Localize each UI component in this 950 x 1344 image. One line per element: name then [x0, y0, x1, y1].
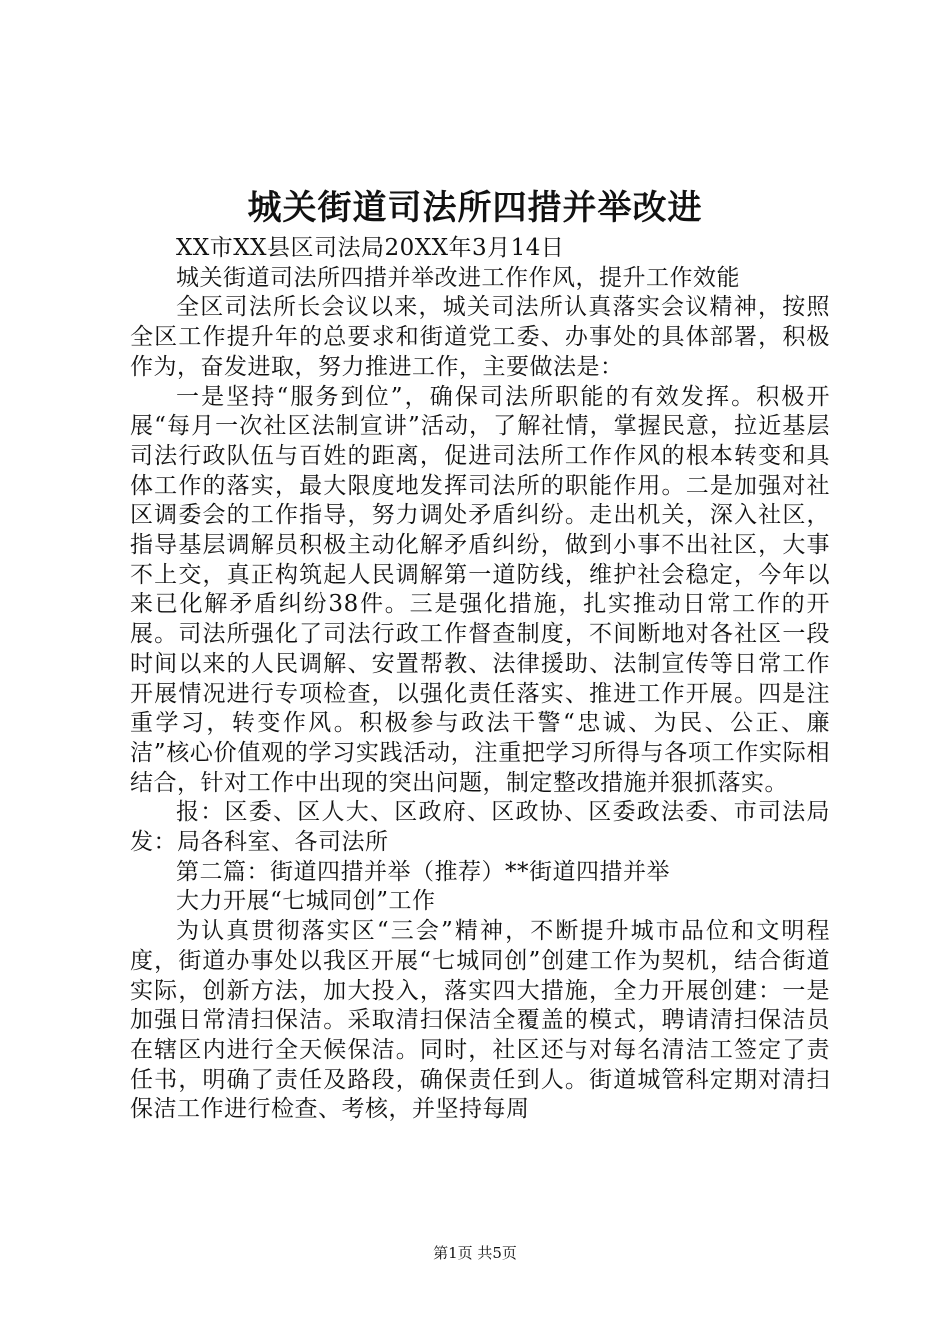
section-heading: 第二篇：街道四措并举（推荐）**街道四措并举 [176, 858, 670, 885]
subtitle-line: 城关街道司法所四措并举改进工作作风，提升工作效能 [176, 264, 740, 291]
body-paragraph: 为认真贯彻落实区“三会”精神，不断提升城市品位和文明程度，街道办事处以我区开展“七城同创”创建工作为契机，结合街道实际，创新方法，加大投入，落实四大措施，全力开展创建：一是加强日常清扫保洁。采取清扫保洁全覆盖的模式，聘请清扫保洁员在辖区内进行全天候保洁。同时，社区还与对每名清洁工签定了责任书，明确了责任及路段，确保责任到人。街道城管科定期对清扫保洁工作进行检查、考核，并坚持每周 [130, 918, 830, 1123]
page-number-footer: 第1页 共5页 [433, 1244, 517, 1262]
body-paragraph: 一是坚持“服务到位”，确保司法所职能的有效发挥。积极开展“每月一次社区法制宣讲”活动，了解社情，掌握民意，拉近基层司法行政队伍与百姓的距离，促进司法所工作作风的根本转变和具体工作的落实，最大限度地发挥司法所的职能作用。二是加强对社区调委会的工作指导，努力调处矛盾纠纷。走出机关，深入社区，指导基层调解员积极主动化解矛盾纠纷，做到小事不出社区，大事不上交，真正构筑起人民调解第一道防线，维护社会稳定，今年以来已化解矛盾纠纷38件。三是强化措施，扎实推动日常工作的开展。司法所强化了司法行政工作督查制度，不间断地对各社区一段时间以来的人民调解、安置帮教、法律援助、法制宣传等日常工作开展情况进行专项检查，以强化责任落实、推进工作开展。四是注重学习，转变作风。积极参与政法干警“忠诚、为民、公正、廉洁”核心价值观的学习实践活动，注重把学习所得与各项工作实际相结合，针对工作中出现的突出问题，制定整改措施并狠抓落实。 [130, 383, 830, 796]
date-line: XX市XX县区司法局20XX年3月14日 [176, 235, 565, 261]
distribution-line: 报：区委、区人大、区政府、区政协、区委政法委、市司法局发：局各科室、各司法所 [130, 799, 830, 856]
section-subheading: 大力开展“七城同创”工作 [176, 888, 436, 915]
document-title: 城关街道司法所四措并举改进 [247, 188, 703, 228]
document-body [130, 234, 830, 1125]
body-paragraph: 全区司法所长会议以来，城关司法所认真落实会议精神，按照全区工作提升年的总要求和街道党工委、办事处的具体部署，积极作为，奋发进取，努力推进工作，主要做法是： [130, 294, 830, 380]
